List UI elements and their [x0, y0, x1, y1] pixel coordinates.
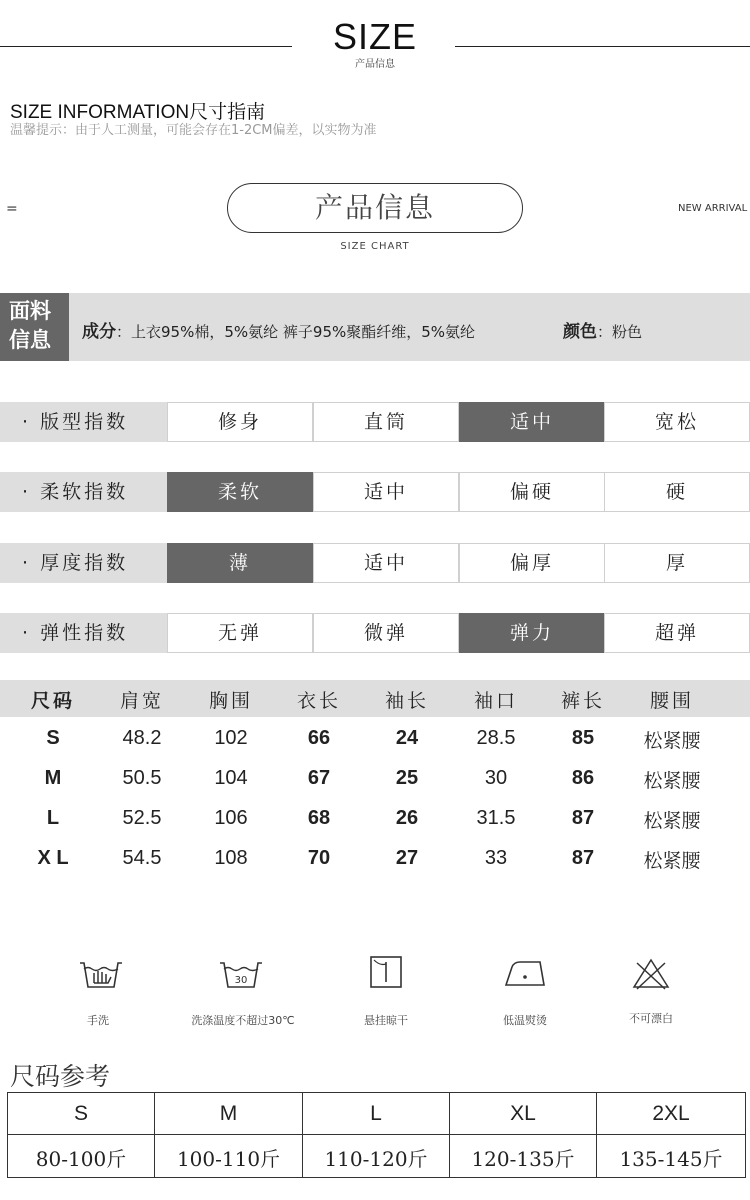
care-label: 洗涤温度不超过30℃ — [191, 1014, 295, 1027]
size-reference-title: 尺码参考 — [10, 1062, 111, 1091]
size-cell: 松紧腰 — [643, 850, 701, 872]
index-option: 硬 — [604, 472, 750, 512]
index-option: 偏厚 — [459, 543, 605, 583]
size-cell: 48.2 — [122, 727, 162, 749]
care-label: 悬挂晾干 — [364, 1014, 408, 1027]
size-cell: 28.5 — [476, 727, 516, 749]
size-info-title: SIZE INFORMATION尺寸指南 — [10, 102, 266, 123]
size-cell: 26 — [395, 807, 419, 829]
size-table-header: 袖长 — [384, 690, 429, 712]
size-cell: 54.5 — [122, 847, 162, 869]
ref-weight: 110-120斤 — [324, 1147, 428, 1171]
fabric-color — [563, 317, 642, 342]
index-option: 偏硬 — [459, 472, 605, 512]
index-option-selected: 柔软 — [167, 472, 313, 512]
page-title: SIZE — [332, 16, 417, 57]
ref-weight: 100-110斤 — [176, 1147, 281, 1171]
size-table-header: 腰围 — [649, 690, 694, 712]
size-cell: 30 — [484, 767, 508, 789]
ref-size: L — [370, 1102, 382, 1125]
ref-size: S — [73, 1102, 88, 1125]
ref-weight: 80-100斤 — [35, 1147, 127, 1171]
size-cell: S — [46, 727, 60, 749]
no-bleach-icon — [631, 957, 671, 991]
size-cell: 85 — [571, 727, 595, 749]
ref-size: 2XL — [652, 1102, 690, 1125]
fabric-label — [0, 293, 69, 361]
size-cell: 松紧腰 — [643, 770, 701, 792]
index-label: · 弹性指数 — [0, 613, 167, 653]
wash-temp-text: 30 — [234, 975, 248, 986]
fabric-label-line1: 面料 — [9, 299, 51, 323]
low-iron-icon — [502, 957, 548, 991]
index-label: · 厚度指数 — [0, 543, 167, 583]
size-cell: 松紧腰 — [643, 810, 701, 832]
menu-icon: = — [6, 201, 18, 217]
size-cell: 27 — [395, 847, 419, 869]
ref-weight: 120-135斤 — [471, 1147, 575, 1171]
care-label: 不可漂白 — [629, 1012, 673, 1025]
size-cell: L — [46, 807, 60, 829]
hand-wash-icon — [78, 957, 124, 993]
size-cell: 87 — [571, 847, 595, 869]
ref-size: M — [219, 1102, 238, 1125]
banner-pill-title: 产品信息 — [227, 183, 523, 233]
size-cell: 102 — [214, 727, 248, 749]
index-option: 适中 — [313, 543, 459, 583]
size-cell: 87 — [571, 807, 595, 829]
ref-weight: 135-145斤 — [619, 1147, 723, 1171]
index-row-elasticity — [0, 613, 750, 653]
size-cell: 25 — [395, 767, 419, 789]
size-cell: 104 — [214, 767, 248, 789]
index-option: 超弹 — [604, 613, 750, 653]
index-option: 微弹 — [313, 613, 459, 653]
size-table-header: 尺码 — [30, 691, 75, 712]
size-table-header: 肩宽 — [119, 690, 164, 712]
care-label: 手洗 — [87, 1014, 109, 1027]
index-option-selected: 薄 — [167, 543, 313, 583]
size-reference-table — [7, 1092, 746, 1178]
index-option: 宽松 — [604, 402, 750, 442]
size-cell: 松紧腰 — [643, 730, 701, 752]
index-label: · 柔软指数 — [0, 472, 167, 512]
size-cell: X L — [37, 847, 69, 869]
size-table-header: 衣长 — [296, 690, 341, 712]
new-arrival-badge: NEW ARRIVAL — [678, 203, 748, 214]
index-label: · 版型指数 — [0, 402, 167, 442]
index-option: 修身 — [167, 402, 313, 442]
index-option: 厚 — [604, 543, 750, 583]
care-label: 低温熨烫 — [503, 1014, 547, 1027]
index-option: 无弹 — [167, 613, 313, 653]
ref-size: XL — [510, 1102, 536, 1125]
size-cell: 106 — [214, 807, 248, 829]
index-option: 适中 — [313, 472, 459, 512]
size-cell: 67 — [307, 767, 331, 789]
wash-30-icon — [218, 957, 264, 993]
composition-value: ：上衣95%棉，5%氨纶 裤子95%聚酯纤维，5%氨纶 — [116, 323, 476, 341]
index-row-softness — [0, 472, 750, 512]
size-cell: 24 — [395, 727, 419, 749]
size-cell: 31.5 — [476, 807, 516, 829]
banner-subtitle: SIZE CHART — [340, 241, 410, 252]
size-cell: 86 — [571, 767, 595, 789]
index-option-selected: 弹力 — [459, 613, 605, 653]
composition-label: 成分 — [82, 322, 116, 342]
fabric-label-line2: 信息 — [9, 328, 51, 352]
index-row-thickness — [0, 543, 750, 583]
ref-row-divider — [8, 1134, 745, 1135]
hang-dry-icon — [368, 954, 404, 990]
index-row-fit — [0, 402, 750, 442]
size-cell: 108 — [214, 847, 248, 869]
color-label: 颜色 — [563, 322, 597, 342]
size-cell: 66 — [307, 727, 331, 749]
size-table-header: 袖口 — [473, 690, 518, 712]
index-option-selected: 适中 — [459, 402, 605, 442]
size-cell: 68 — [307, 807, 331, 829]
size-cell: 33 — [484, 847, 508, 869]
size-cell: 70 — [307, 847, 331, 869]
page-subtitle: 产品信息 — [355, 59, 395, 70]
size-cell: 52.5 — [122, 807, 162, 829]
size-cell: M — [44, 767, 62, 789]
size-table-header: 裤长 — [560, 690, 605, 712]
index-option: 直筒 — [313, 402, 459, 442]
fabric-composition — [82, 317, 475, 342]
size-info-note: 温馨提示：由于人工测量，可能会存在1-2CM偏差，以实物为准 — [10, 123, 377, 138]
size-table-header: 胸围 — [208, 690, 253, 712]
size-cell: 50.5 — [122, 767, 162, 789]
color-value: ：粉色 — [597, 323, 643, 341]
